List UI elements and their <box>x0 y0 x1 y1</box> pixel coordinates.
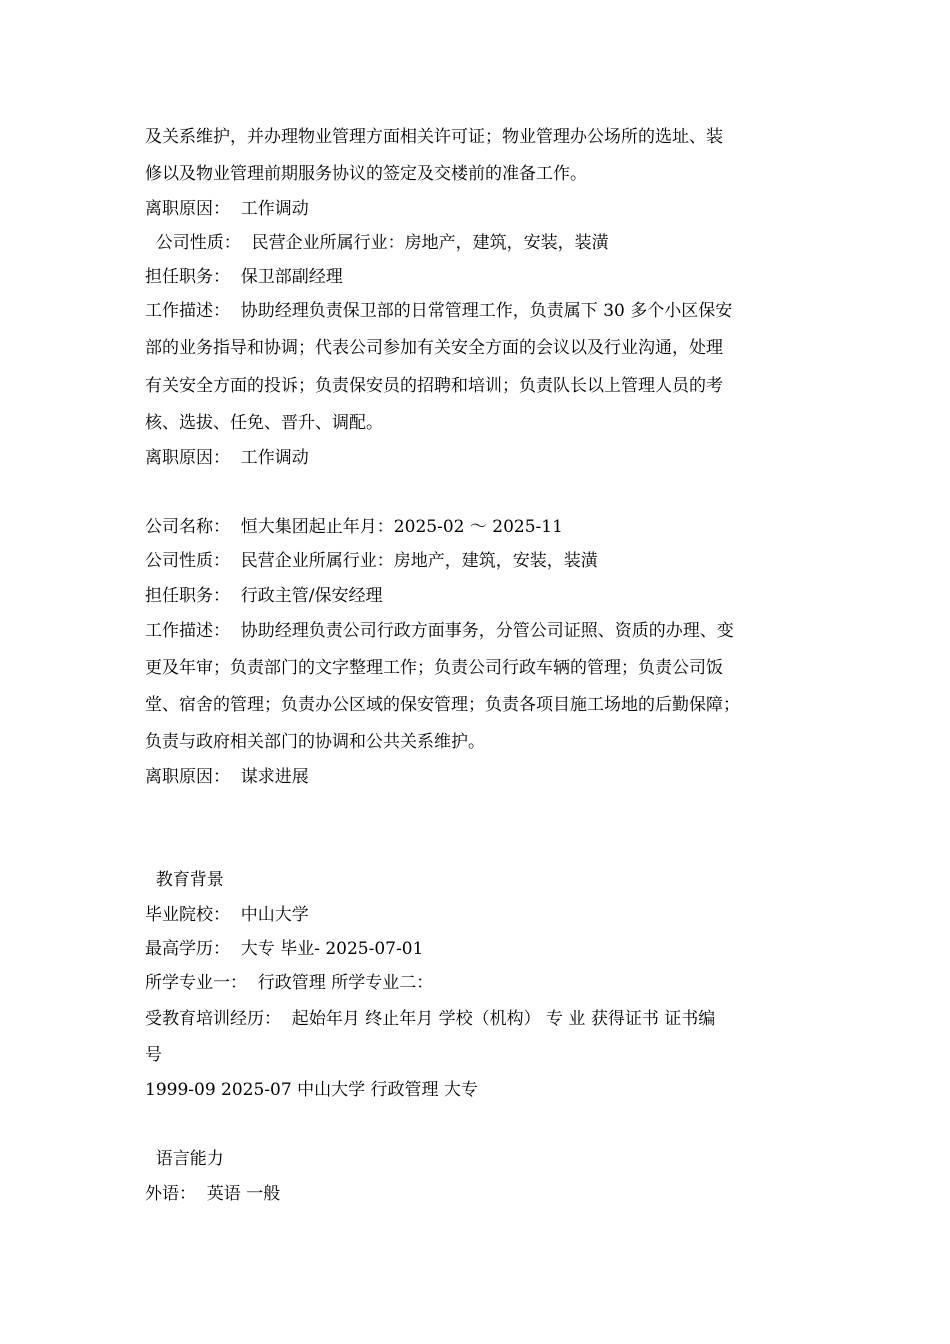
section-heading-education: 教育背景 <box>145 870 224 890</box>
text-line: 离职原因： 工作调动 <box>145 199 309 219</box>
section-heading-language: 语言能力 <box>145 1149 224 1169</box>
text-line: 所学专业一： 行政管理 所学专业二： <box>145 973 434 993</box>
text-line: 号 <box>145 1045 162 1065</box>
text-line: 担任职务： 行政主管/保安经理 <box>145 586 383 606</box>
text-line: 负责与政府相关部门的协调和公共关系维护。 <box>145 732 485 752</box>
text-line: 工作描述： 协助经理负责公司行政方面事务，分管公司证照、资质的办理、变 <box>145 621 734 641</box>
text-line: 更及年审；负责部门的文字整理工作；负责公司行政车辆的管理；负责公司饭 <box>145 658 723 678</box>
text-line: 毕业院校： 中山大学 <box>145 905 309 925</box>
text-line: 受教育培训经历： 起始年月 终止年月 学校（机构） 专 业 获得证书 证书编 <box>145 1009 716 1029</box>
text-line: 堂、宿舍的管理；负责办公区域的保安管理；负责各项目施工场地的后勤保障； <box>145 695 740 715</box>
text-line: 公司名称： 恒大集团起止年月：2025-02 ～ 2025-11 <box>145 517 563 537</box>
text-line: 担任职务： 保卫部副经理 <box>145 267 343 287</box>
text-line: 离职原因： 谋求进展 <box>145 767 309 787</box>
text-line: 最高学历： 大专 毕业- 2025-07-01 <box>145 939 424 959</box>
text-line: 公司性质： 民营企业所属行业：房地产，建筑，安装，装潢 <box>145 551 598 571</box>
text-line: 离职原因： 工作调动 <box>145 448 309 468</box>
text-line: 外语： 英语 一般 <box>145 1184 281 1204</box>
text-line: 核、选拔、任免、晋升、调配。 <box>145 413 383 433</box>
text-line: 工作描述： 协助经理负责保卫部的日常管理工作，负责属下 30 多个小区保安 <box>145 301 733 321</box>
text-line: 1999-09 2025-07 中山大学 行政管理 大专 <box>145 1080 478 1100</box>
text-line: 及关系维护，并办理物业管理方面相关许可证；物业管理办公场所的选址、装 <box>145 127 723 147</box>
text-line: 修以及物业管理前期服务协议的签定及交楼前的准备工作。 <box>145 164 587 184</box>
text-line: 部的业务指导和协调；代表公司参加有关安全方面的会议以及行业沟通，处理 <box>145 338 723 358</box>
text-line: 有关安全方面的投诉；负责保安员的招聘和培训；负责队长以上管理人员的考 <box>145 376 723 396</box>
text-line: 公司性质： 民营企业所属行业：房地产，建筑，安装，装潢 <box>145 233 609 253</box>
